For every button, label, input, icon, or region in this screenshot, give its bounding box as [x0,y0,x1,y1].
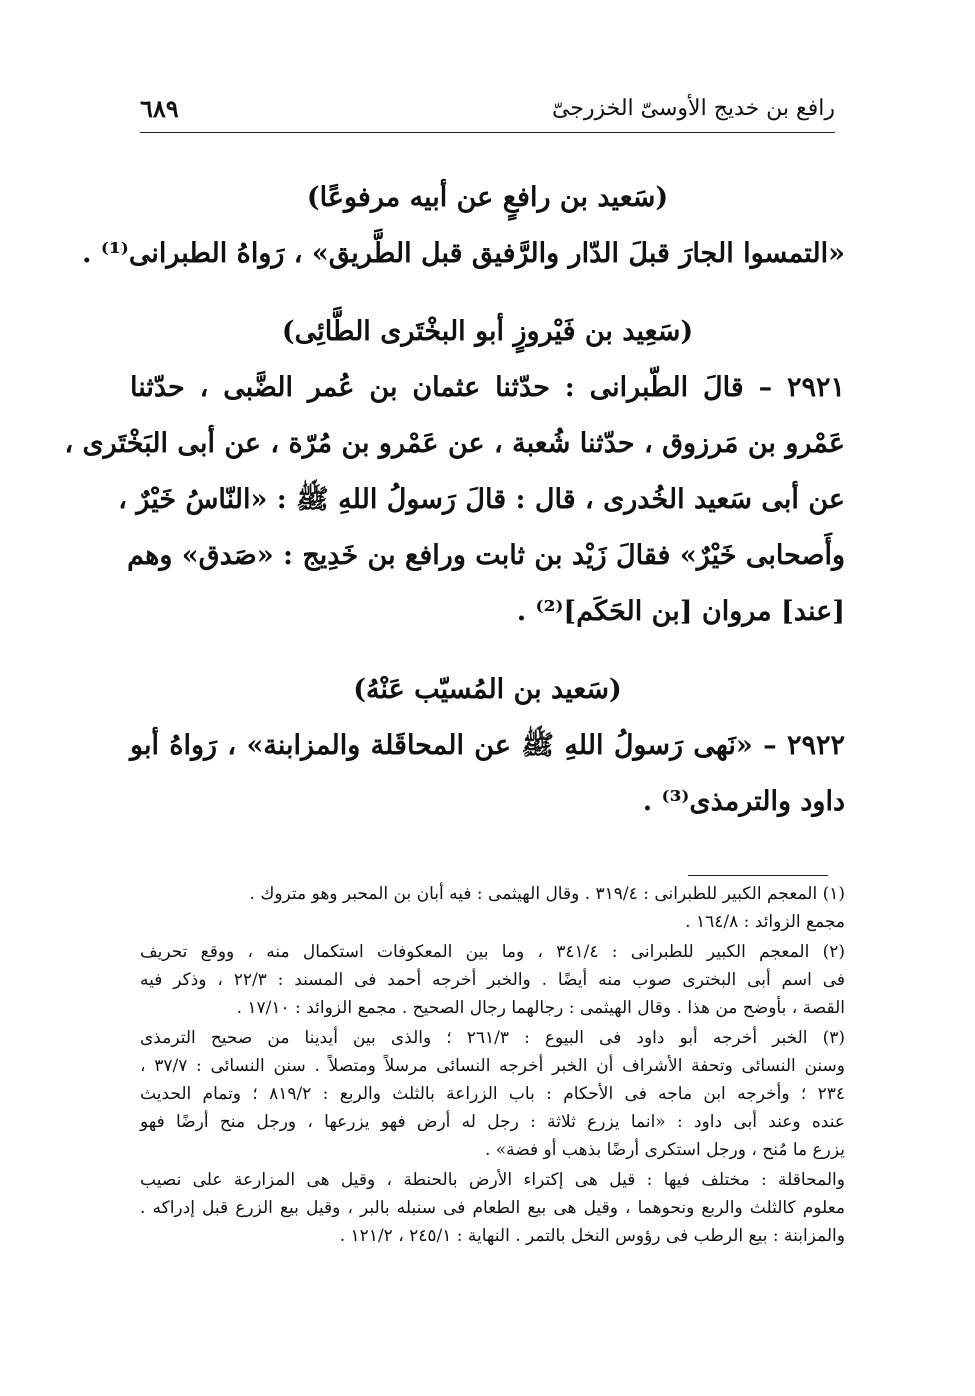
hadith-line: عَمْرو بن مَرزوق ، حدّثنا شُعبة ، عن عَمْرو بن مُرّة ، عن أبى البَخْتَرى ، [64,428,845,459]
footnotes [140,880,845,1250]
footnote-line: (٣) الخبر أخرجه أبو داود فى البيوع : ٢٦١/٣ ؛ والذى بين أيدينا من صحيح الترمذى [140,1028,846,1048]
section-heading: (سَعيد بن رافعٍ عن أبيه مرفوعًا) [306,182,669,213]
footnote-line: فى اسم أبى البخترى صوب منه أيضًا . والخبر أخرجه أحمد فى المسند : ٢٢/٣ ، وذكر فيه [140,970,845,990]
running-title: رافع بن خديج الأوسىّ الخزرجىّ [551,96,835,121]
section-heading: (سَعيد بن المُسيّب عَنْهُ) [353,674,622,705]
footnote-line: مجمع الزوائد : ١٦٤/٨ . [685,912,845,932]
hadith-line: ٢٩٢١ – قالَ الطّبرانى : حدّثنا عثمان بن عُمر الضَّبى ، حدّثنا [130,372,845,403]
gloss-line: والمحاقلة : مختلف فيها : قيل هى إكتراء الأرض بالحنطة ، وقيل هى المزارعة على نصيب [140,1170,845,1190]
hadith-line: داود والترمذى⁽³⁾ . [642,786,845,817]
main-text [64,170,845,830]
footnote-line: وسنن النسائى وتحفة الأشراف أن الخبر أخرجه النسائى مرسلاً ومتصلاً . سنن النسائى : ٣٧/٧ ، [140,1056,846,1076]
footnote-line: (١) المعجم الكبير للطبرانى : ٣١٩/٤ . وقال الهيثمى : فيه أبان بن المحبر وهو متروك . [249,884,845,904]
footnote-line: القصة ، بأوضح من هذا . وقال الهيثمى : رجالهما رجال الصحيح . مجمع الزوائد : ١٧/١٠ . [236,998,845,1018]
footnote-line: عنده وعند أبى داود : «انما يزرع ثلاثة : رجل له أرض فهو يزرعها ، ورجل منح أرضًا فهو [140,1112,845,1132]
hadith-line: وأَصحابى خَيْرٌ» فقالَ زَيْد بن ثابت ورافع بن خَدِيج : «صَدق» وهم [127,540,845,571]
footnote-line: ٢٣٤ ؛ وأخرجه ابن ماجه فى الأحكام : باب الزراعة بالثلث والربع : ٨١٩/٢ ؛ وتمام الحديث [140,1084,845,1104]
footnote-line: يزرع ما مُنح ، ورجل استكرى أرضًا بذهب أو فضة» . [484,1140,845,1160]
gloss-line: والمزابنة : بيع الرطب فى رؤوس النخل بالتمر . النهاية : ٢٤٥/١ ، ١٢١/٢ . [339,1226,845,1246]
hadith-line: ٢٩٢٢ – «نَهى رَسولُ اللهِ ﷺ عن المحاقَلة والمزابنة» ، رَواهُ أبو [130,730,845,761]
page-number: ٦٨٩ [140,94,179,123]
hadith-line: «التمسوا الجارَ قبلَ الدّار والرَّفيق قبل الطَّريق» ، رَواهُ الطبرانى⁽¹⁾ . [82,238,845,269]
hadith-line: [عند] مروان [بن الحَكَم]⁽²⁾ . [516,596,845,627]
footnote-line: (٢) المعجم الكبير للطبرانى : ٣٤١/٤ ، وما بين المعكوفات استكمال منه ، ووقع تحريف [140,942,845,962]
section-heading: (سَعِيد بن فَيْروزٍ أبو البخْتَرى الطَّائِى) [281,316,694,347]
hadith-line: عن أبى سَعيد الخُدرى ، قال : قالَ رَسولُ اللهِ ﷺ : «النّاسُ خَيْرٌ ، [118,484,845,515]
footnote-separator [688,875,828,876]
running-header [140,92,835,133]
gloss-line: معلوم كالثلث والربع ونحوهما ، وقيل هى بيع الطعام فى سنبله بالبر ، وقيل بيع الزرع قبل إدراكه . [140,1198,845,1218]
